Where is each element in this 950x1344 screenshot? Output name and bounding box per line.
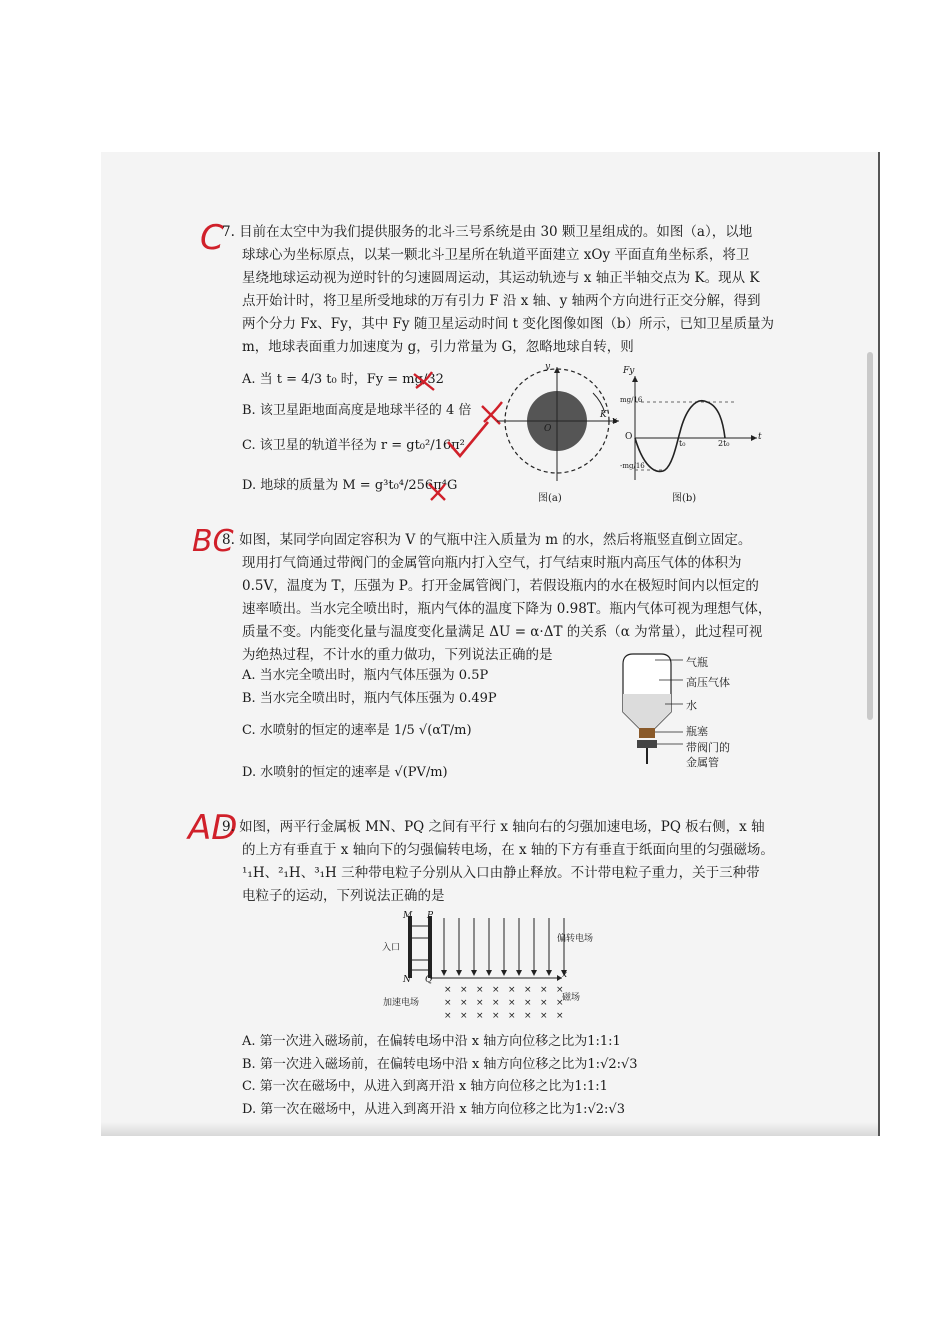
fig-a-caption: 图(a): [538, 493, 562, 504]
field-arrow: [471, 970, 477, 976]
pipe-label: 金属管: [686, 756, 719, 769]
fig-b-y-axis: Fy: [623, 366, 635, 376]
fig-b-2t0-label: 2t₀: [718, 439, 730, 448]
water-label: 水: [686, 699, 697, 712]
option-b: B. 该卫星距地面高度是地球半径的 4 倍: [242, 403, 472, 418]
field-arrow: [441, 970, 447, 976]
option-b: B. 第一次进入磁场前，在偏转电场中沿 x 轴方向位移之比为1:√2:√3: [242, 1057, 638, 1072]
stem-line: 现用打气筒通过带阀门的金属管向瓶内打入空气，打气结束时瓶内高压气体的体积为: [242, 555, 742, 571]
fig-b-t0-label: t₀: [679, 439, 686, 448]
field-arrow: [516, 970, 522, 976]
magnetic-field-cross: ×: [476, 985, 484, 995]
stem-line: m，地球表面重力加速度为 g，引力常量为 G，忽略地球自转，则: [242, 339, 634, 355]
stem-line: 电粒子的运动，下列说法正确的是: [242, 888, 445, 904]
option-a: A. 第一次进入磁场前，在偏转电场中沿 x 轴方向位移之比为1:1:1: [242, 1034, 621, 1049]
field-arrow: [501, 970, 507, 976]
fig-x-label: x: [562, 970, 568, 980]
magnetic-field-cross: ×: [476, 1011, 484, 1020]
fig-magnet-label: 磁场: [562, 993, 581, 1003]
question-9-stem: [222, 816, 774, 908]
magnetic-field-cross: ×: [524, 985, 532, 995]
magnetic-field-cross: ×: [556, 1011, 564, 1020]
stem-line: 两个分力 Fx、Fy，其中 Fy 随卫星运动时间 t 变化图像如图（b）所示，已知卫星质量为: [242, 316, 774, 332]
magnetic-field-cross: ×: [524, 1011, 532, 1020]
option-d: D. 水喷射的恒定的速率是 √(PV/m): [242, 765, 448, 780]
stopper-label: 瓶塞: [686, 725, 708, 738]
option-a: A. 当水完全喷出时，瓶内气体压强为 0.5P: [242, 668, 489, 683]
fig-accel-label: 加速电场: [383, 998, 420, 1008]
magnetic-field-cross: ×: [460, 1011, 468, 1020]
bottle-figure: [615, 650, 685, 768]
magnetic-field-cross: ×: [444, 998, 452, 1008]
figure-a-orbit: [495, 363, 625, 493]
stem-line: 9. 如图，两平行金属板 MN、PQ 之间有平行 x 轴向右的匀强加速电场，PQ 板右侧，x 轴: [222, 819, 765, 835]
stem-line: 0.5V，温度为 T，压强为 P。打开金属管阀门，若假设瓶内的水在极短时间内以恒定的: [242, 578, 759, 594]
magnetic-field-cross: ×: [492, 985, 500, 995]
stem-line: 速率喷出。当水完全喷出时，瓶内气体的温度下降为 0.98T。瓶内气体可视为理想气体，: [242, 601, 772, 617]
stem-line: 点开始计时，将卫星所受地球的万有引力 F 沿 x 轴、y 轴两个方向进行正交分解，得到: [242, 293, 761, 309]
magnetic-field-cross: ×: [460, 998, 468, 1008]
magnetic-field-cross: ×: [508, 998, 516, 1008]
magnetic-field-cross: ×: [460, 985, 468, 995]
option-b: B. 当水完全喷出时，瓶内气体压强为 0.49P: [242, 691, 497, 706]
magnetic-field-cross: ×: [540, 1011, 548, 1020]
question-8-stem: [222, 529, 771, 667]
stem-line: 的上方有垂直于 x 轴向下的匀强偏转电场，在 x 轴的下方有垂直于纸面向里的匀强磁场。: [242, 842, 774, 858]
magnetic-field-cross: ×: [540, 998, 548, 1008]
valve-label: 带阀门的: [686, 741, 730, 754]
magnetic-field-cross: ×: [540, 985, 548, 995]
fig-b-t-label: t: [758, 432, 762, 442]
fig-q-label: Q: [425, 975, 433, 985]
stem-line: 8. 如图，某同学向固定容积为 V 的气瓶中注入质量为 m 的水，然后将瓶竖直倒立固定。: [222, 532, 752, 548]
magnetic-field-cross: ×: [508, 985, 516, 995]
fig-b-o-label: O: [625, 432, 633, 442]
wrong-mark-icon: [410, 368, 440, 394]
bottle-label: 气瓶: [686, 656, 708, 669]
magnetic-field-cross: ×: [508, 1011, 516, 1020]
magnetic-field-cross: ×: [556, 985, 564, 995]
fig-a-y-label: y: [545, 362, 551, 372]
option-d: D. 第一次在磁场中，从进入到离开沿 x 轴方向位移之比为1:√2:√3: [242, 1102, 625, 1117]
scrollbar[interactable]: [867, 352, 873, 720]
fig-m-label: M: [403, 911, 413, 921]
stem-line: 为绝热过程，不计水的重力做功，下列说法正确的是: [242, 647, 553, 663]
magnetic-field-cross: ×: [556, 998, 564, 1008]
stem-line: 球球心为坐标原点，以某一颗北斗卫星所在轨道平面建立 xOy 平面直角坐标系，将卫: [242, 247, 750, 263]
answer-mark-q9: AD: [188, 808, 238, 848]
magnetic-field-cross: ×: [444, 985, 452, 995]
gas-label: 高压气体: [686, 676, 730, 689]
magnetic-field-cross: ×: [492, 998, 500, 1008]
magnetic-field-cross: ×: [476, 998, 484, 1008]
fig-b-top-label: mg/16: [620, 396, 643, 404]
figure-b-graph: [625, 372, 760, 482]
field-figure: [400, 912, 570, 1020]
stem-line: 7. 目前在太空中为我们提供服务的北斗三号系统是由 30 颗卫星组成的。如图（a），以地: [222, 224, 753, 240]
question-7-stem: [222, 221, 774, 359]
field-arrow: [456, 970, 462, 976]
stem-line: 星绕地球运动视为逆时针的匀速圆周运动，其运动轨迹与 x 轴正半轴交点为 K。现从 K: [242, 270, 760, 286]
answer-mark-q8: BC: [192, 524, 234, 559]
fig-p-label: P: [427, 911, 434, 921]
wrong-mark-icon: [425, 480, 451, 504]
stem-line: 质量不变。内能变化量与温度变化量满足 ΔU = α·ΔT 的关系（α 为常量），此过程可视: [242, 624, 763, 640]
fig-b-bottom-label: -mg/16: [620, 462, 645, 470]
option-c: C. 该卫星的轨道半径为 r = gt₀²/16π²: [242, 438, 465, 453]
fig-a-o-label: O: [544, 424, 552, 434]
fig-a-k-label: K: [600, 410, 607, 420]
check-mark-icon: [444, 420, 492, 460]
option-c: C. 第一次在磁场中，从进入到离开沿 x 轴方向位移之比为1:1:1: [242, 1079, 608, 1094]
option-a: A. 当 t = 4/3 t₀ 时，Fy = mg/32: [242, 372, 444, 387]
option-d: D. 地球的质量为 M = g³t₀⁴/256π⁴G: [242, 478, 458, 493]
fig-deflect-label: 偏转电场: [557, 934, 594, 944]
answer-mark-q7: C: [200, 218, 224, 258]
option-c: C. 水喷射的恒定的速率是 1/5 √(αT/m): [242, 723, 472, 738]
field-arrow: [486, 970, 492, 976]
magnetic-field-cross: ×: [444, 1011, 452, 1020]
fig-n-label: N: [403, 975, 411, 985]
fig-entrance-label: 入口: [382, 943, 401, 953]
magnetic-field-cross: ×: [524, 998, 532, 1008]
magnetic-field-cross: ×: [492, 1011, 500, 1020]
fig-b-caption: 图(b): [672, 493, 697, 504]
fig-a-x-label: x: [612, 416, 618, 426]
stem-line: ¹₁H、²₁H、³₁H 三种带电粒子分别从入口由静止释放。不计带电粒子重力，关于三种带: [242, 865, 760, 881]
field-arrow: [531, 970, 537, 976]
field-arrow: [546, 970, 552, 976]
